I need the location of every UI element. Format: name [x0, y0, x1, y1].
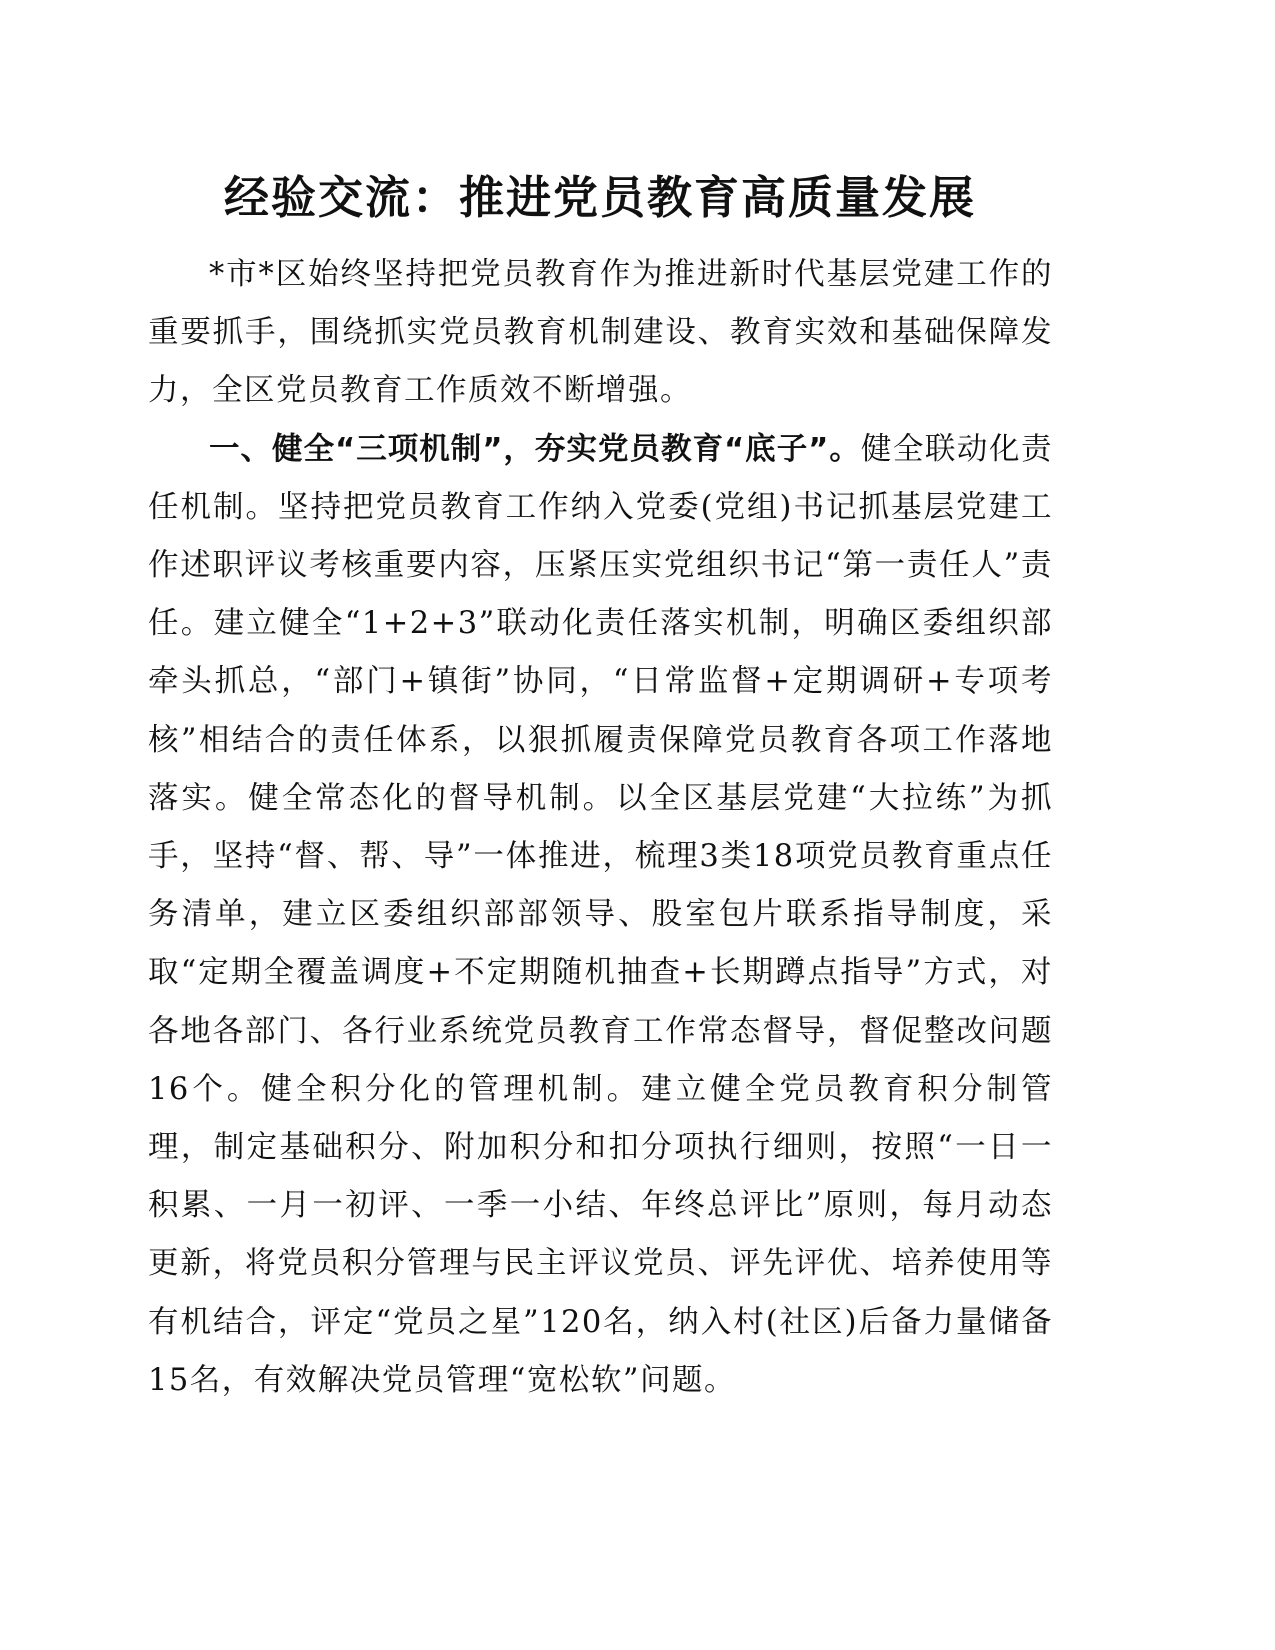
section-one-paragraph	[148, 421, 1053, 1410]
document-body	[148, 246, 1053, 1410]
document-title: 经验交流：推进党员教育高质量发展	[223, 171, 976, 224]
section-one-heading: 一、健全“三项机制”，夯实党员教育“底子”。	[209, 431, 861, 467]
intro-paragraph-text: *市*区始终坚持把党员教育作为推进新时代基层党建工作的重要抓手，围绕抓实党员教育机制建设、教育实效和基础保障发力，全区党员教育工作质效不断增强。	[148, 257, 1053, 409]
section-one-text: 健全联动化责任机制。坚持把党员教育工作纳入党委(党组)书记抓基层党建工作述职评议考核重要内容，压紧压实党组织书记“第一责任人”责任。建立健全“1+2+3”联动化责任落实机制，明确区委组织部牵头抓总，“部门+镇街”协同，“日常监督+定期调研+专项考核”相结合的责任体系，以狠抓履责保障党员教育各项工作落地落实。健全常态化的督导机制。以全区基层党建“大拉练”为抓手，坚持“督、帮、导”一体推进，梳理3类18项党员教育重点任务清单，建立区委组织部部领导、股室包片联系指导制度，采取“定期全覆盖调度+不定期随机抽查+长期蹲点指导”方式，对各地各部门、各行业系统党员教育工作常态督导，督促整改问题16个。健全积分化的管理机制。建立健全党员教育积分制管理，制定基础积分、附加积分和扣分项执行细则，按照“一日一积累、一月一初评、一季一小结、年终总评比”原则，每月动态更新，将党员积分管理与民主评议党员、评先评优、培养使用等有机结合，评定“党员之星”120名，纳入村(社区)后备力量储备15名，有效解决党员管理“宽松软”问题。	[148, 431, 1053, 1398]
intro-paragraph	[148, 246, 1053, 421]
